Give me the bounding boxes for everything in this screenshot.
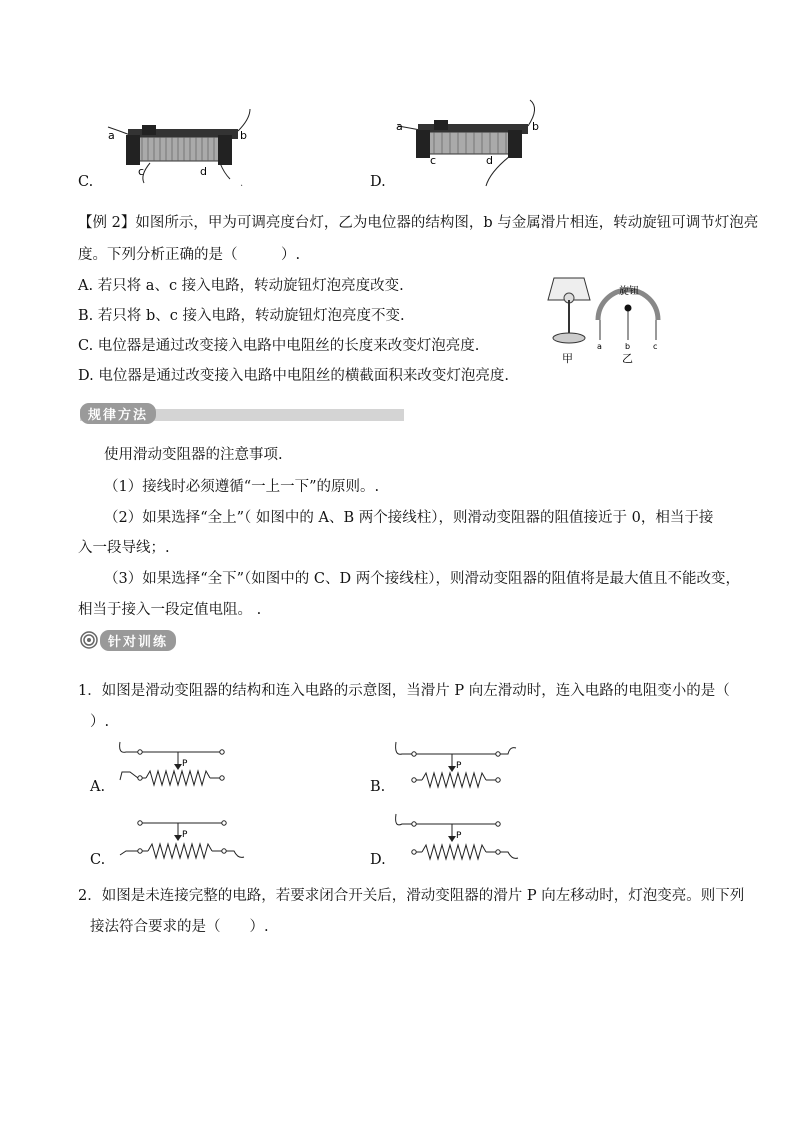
svg-text:P: P — [456, 831, 462, 841]
example2-stem-line1: 【例 2】如图所示，甲为可调亮度台灯，乙为电位器的结构图，b 与金属滑片相连，转动旋钮可调节灯泡亮 — [78, 215, 759, 231]
q1-option-c-label: C. — [90, 852, 106, 868]
target-icon — [80, 631, 98, 649]
section-banner-rules — [80, 403, 404, 423]
q1-circuit-a — [116, 740, 236, 790]
svg-text:P: P — [182, 830, 188, 840]
q1-circuit-d — [392, 812, 522, 864]
q1-line1: 1．如图是滑动变阻器的结构和连入电路的示意图，当滑片 P 向左滑动时，连入电路的电阻变小的是（ — [78, 683, 730, 699]
example2-option-c: C. 电位器是通过改变接入电路中电阻丝的长度来改变灯泡亮度. — [78, 338, 480, 354]
example2-option-a: A. 若只将 a、c 接入电路，转动旋钮灯泡亮度改变. — [78, 278, 404, 294]
svg-text:b: b — [532, 120, 539, 133]
caption-jia: 甲 — [562, 352, 573, 365]
svg-text:c: c — [653, 342, 658, 351]
rules-item2-line2: 入一段导线；. — [78, 540, 170, 556]
rules-intro: 使用滑动变阻器的注意事项. — [104, 447, 283, 463]
svg-text:a: a — [396, 120, 403, 133]
svg-text:a: a — [597, 342, 602, 351]
svg-text:c: c — [430, 154, 437, 167]
option-d-label: D. — [370, 174, 386, 190]
desk-lamp-icon — [548, 278, 590, 343]
caption-yi: 乙 — [622, 352, 633, 365]
example2-stem-line2: 度。下列分析正确的是（ ）. — [78, 247, 301, 263]
svg-text:P: P — [456, 761, 462, 771]
section-banner-training — [80, 630, 180, 650]
q1-circuit-c — [118, 815, 248, 865]
q2-line2: 接法符合要求的是（ ）. — [90, 919, 269, 935]
svg-text:P: P — [182, 759, 188, 769]
svg-text:d: d — [486, 154, 493, 167]
q1-circuit-b — [392, 740, 522, 790]
q2-line1: 2．如图是未连接完整的电路，若要求闭合开关后，滑动变阻器的滑片 P 向左移动时，灯泡变亮。则下列 — [78, 888, 745, 904]
terminal-a-label: a — [108, 129, 115, 142]
option-c-label: C. — [78, 174, 94, 190]
section-title-rules: 规律方法 — [80, 403, 156, 424]
rules-item1: （1）接线时必须遵循“一上一下”的原则。. — [104, 479, 380, 495]
rheostat-figure-c — [100, 105, 260, 185]
lamp-potentiometer-figure — [540, 268, 670, 368]
q1-option-a-label: A. — [90, 779, 106, 795]
terminal-b-label: b — [240, 129, 247, 142]
rules-item2-line1: （2）如果选择“全上”（ 如图中的 A、B 两个接线柱），则滑动变阻器的阻值接近于 0，相当于接 — [104, 510, 714, 526]
q1-line2: ）. — [90, 714, 110, 730]
terminal-d-label: d — [200, 165, 207, 178]
potentiometer-icon — [598, 290, 658, 340]
section-title-training: 针对训练 — [100, 630, 176, 651]
knob-label: 旋钮 — [619, 286, 639, 297]
svg-text:b: b — [625, 342, 631, 351]
rules-item3-line1: （3）如果选择“全下”（如图中的 C、D 两个接线柱），则滑动变阻器的阻值将是最大值且不能改变， — [104, 571, 740, 587]
rheostat-figure-d — [390, 98, 550, 188]
example2-option-b: B. 若只将 b、c 接入电路，转动旋钮灯泡亮度不变. — [78, 308, 405, 324]
q1-option-d-label: D. — [370, 852, 386, 868]
option-c-mark: . — [240, 178, 244, 189]
example2-option-d: D. 电位器是通过改变接入电路中电阻丝的横截面积来改变灯泡亮度. — [78, 368, 509, 384]
rules-item3-line2: 相当于接入一段定值电阻。 . — [78, 602, 262, 618]
terminal-c-label: c — [138, 165, 145, 178]
q1-option-b-label: B. — [370, 779, 386, 795]
